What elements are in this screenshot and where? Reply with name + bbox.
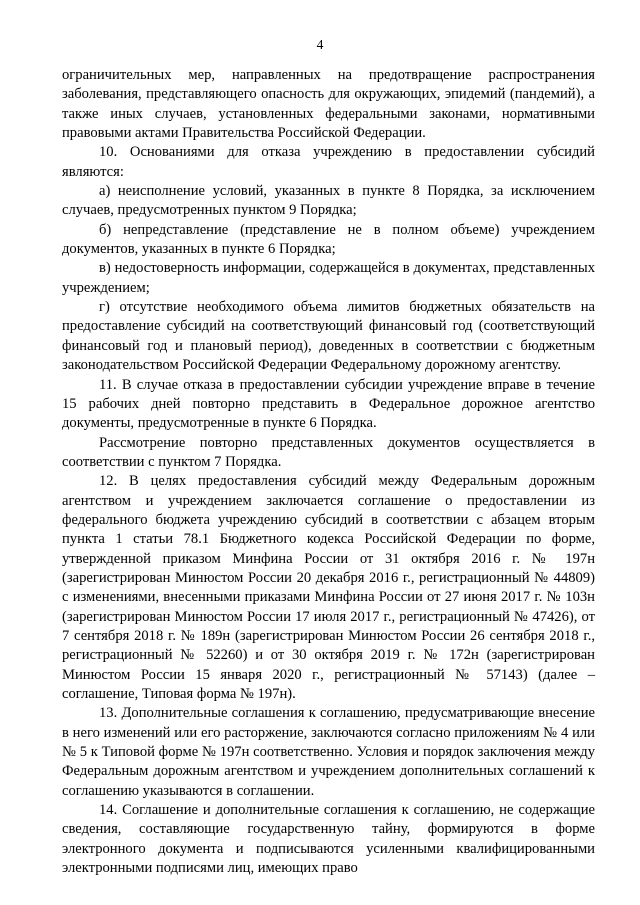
paragraph-11b: Рассмотрение повторно представленных документов осуществляется в соответствии с пунктом 7 Порядка. <box>62 434 595 470</box>
paragraph-10b: б) непредставление (представление не в полном объеме) учреждением документов, указанных в пункте 6 Порядка; <box>62 221 595 258</box>
paragraph-12: 12. В целях предоставления субсидий между Федеральным дорожным агентством и учреждением заключается соглашение о предоставлении из федерального бюджета учреждению субсидий в соответствии с абзацем вторым пункта 1 статьи 78.1 Бюджетного кодекса Российской Федерации по форме, утвержденной приказом Минфина России от 31 октября 2016 г. № 197н (зарегистрирован Минюстом России 20 декабря 2016 г., регистрационный № 44809) с изменениями, внесенными приказами Минфина России от 27 июня 2017 г. № 103н (зарегистрирован Минюстом России 17 июля 2017 г., регистрационный № 47426), от 7 сентября 2018 г. № 189н (зарегистрирован Минюстом России 26 сентября 2018 г., регистрационный № 52260) и от 30 октября 2019 г. № 172н (зарегистрирован Минюстом России 15 января 2020 г., регистрационный № 57143) (далее – соглашение, Типовая форма № 197н). <box>62 473 595 702</box>
paragraph-10v: в) недостоверность информации, содержащейся в документах, представленных учреждением; <box>62 260 595 296</box>
paragraph-10g: г) отсутствие необходимого объема лимитов бюджетных обязательств на предоставление субсидий на соответствующий финансовый год (соответствующий финансовый год и плановый период), доведенных в соответствии с бюджетным законодательством Российской Федерации Федеральному дорожному агентству. <box>62 299 595 374</box>
paragraph-10: 10. Основаниями для отказа учреждению в предоставлении субсидий являются: <box>62 144 595 180</box>
paragraph-13: 13. Дополнительные соглашения к соглашению, предусматривающие внесение в него изменений или его расторжение, заключаются согласно приложениям № 4 или № 5 к Типовой форме № 197н соответственно. Условия и порядок заключения между Федеральным дорожным агентством и учреждением дополнительных соглашений к соглашению указываются в соглашении. <box>62 705 595 799</box>
paragraph-cont: ограничительных мер, направленных на предотвращение распространения заболевания, представляющего опасность для окружающих, эпидемий (пандемий), а также иных случаев, установленных федеральными законами, нормативными правовыми актами Правительства Российской Федерации. <box>62 67 595 142</box>
page-number: 4 <box>316 37 324 52</box>
paragraph-11: 11. В случае отказа в предоставлении субсидии учреждение вправе в течение 15 рабочих дней повторно представить в Федеральное дорожное агентство документы, предусмотренные в пункте 6 Порядка. <box>62 376 595 432</box>
paragraph-14: 14. Соглашение и дополнительные соглашения к соглашению, не содержащие сведения, составляющие государственную тайну, формируются в форме электронного документа и подписываются усиленными квалифицированными электронными подписями лиц, имеющих право <box>62 802 595 877</box>
paragraph-10a: а) неисполнение условий, указанных в пункте 8 Порядка, за исключением случаев, предусмотренных пунктом 9 Порядка; <box>62 183 595 219</box>
document-body <box>62 66 595 878</box>
